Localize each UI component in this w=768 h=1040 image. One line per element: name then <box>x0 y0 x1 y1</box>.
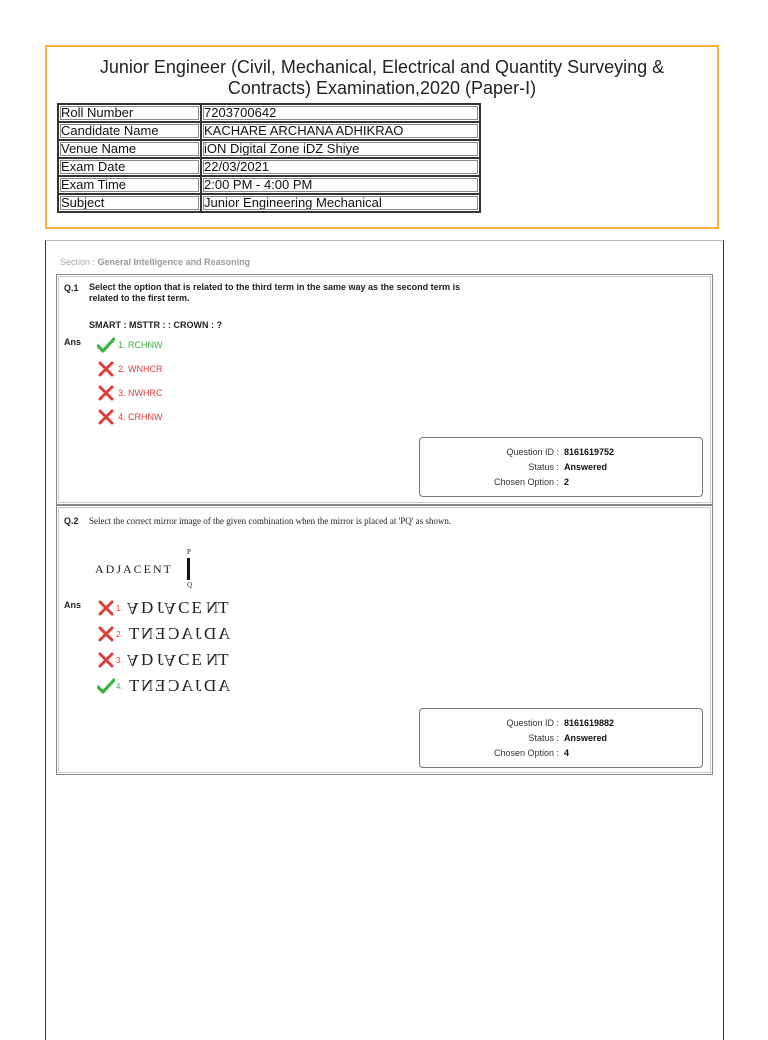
glyph-letter: J <box>155 598 164 617</box>
option-glyphs <box>127 650 231 670</box>
option-2 <box>97 360 163 378</box>
status-label: Status : <box>528 462 559 472</box>
info-value: 2:00 PM - 4:00 PM <box>201 176 480 194</box>
glyph-letter: N <box>203 598 219 617</box>
section-prefix: Section : <box>60 257 98 267</box>
question-prompt: SMART : MSTTR : : CROWN : ? <box>89 320 222 330</box>
glyph-letter: C <box>165 676 180 695</box>
status-label: Status : <box>528 733 559 743</box>
option-number: 2. <box>116 629 123 639</box>
option-number: 1. <box>116 603 123 613</box>
info-row-exam-date <box>58 158 480 176</box>
option-3 <box>97 650 231 670</box>
info-label: Roll Number <box>58 104 201 122</box>
ans-label: Ans <box>64 337 82 347</box>
glyph-letter: E <box>191 650 204 669</box>
question-id-value: 8161619752 <box>564 447 615 457</box>
question-meta-box <box>419 708 703 768</box>
info-label: Subject <box>58 194 201 212</box>
glyph-letter: E <box>153 676 166 695</box>
cross-icon <box>97 600 115 616</box>
glyph-letter: T <box>218 650 231 669</box>
chosen-option-label: Chosen Option : <box>493 748 559 758</box>
chosen-option-label: Chosen Option : <box>493 477 559 487</box>
option-label: 2. WNHCR <box>118 364 163 374</box>
question-text <box>89 282 460 304</box>
question-id-value: 8161619882 <box>564 718 615 728</box>
mirror-label-p: P <box>187 548 191 556</box>
glyph-letter: A <box>216 624 231 643</box>
info-value: 22/03/2021 <box>201 158 480 176</box>
option-glyphs <box>127 598 231 618</box>
glyph-letter: E <box>191 598 204 617</box>
question-number: Q.1 <box>64 283 79 293</box>
glyph-letter: A <box>126 599 141 618</box>
exam-header-card <box>45 45 719 229</box>
section-heading <box>60 257 250 267</box>
glyph-letter: A <box>179 624 194 643</box>
glyph-letter: A <box>216 676 231 695</box>
glyph-letter: E <box>153 624 166 643</box>
info-label: Candidate Name <box>58 122 201 140</box>
glyph-letter: A <box>126 651 141 670</box>
check-icon <box>97 678 115 694</box>
glyph-letter: A <box>163 599 179 618</box>
info-row-exam-time <box>58 176 480 194</box>
glyph-letter: C <box>178 650 192 669</box>
info-value: iON Digital Zone iDZ Shiye <box>201 140 480 158</box>
glyph-letter: C <box>165 624 180 643</box>
info-value: KACHARE ARCHANA ADHIKRAO <box>201 122 480 140</box>
glyph-letter: D <box>201 676 217 695</box>
option-number: 3. <box>116 655 123 665</box>
glyph-letter: D <box>140 650 156 669</box>
cross-icon <box>97 409 115 425</box>
question-meta-box <box>419 437 703 497</box>
option-label: 3. NWHRC <box>118 388 163 398</box>
info-row-venue-name <box>58 140 480 158</box>
cross-icon <box>97 652 115 668</box>
exam-title: Junior Engineer (Civil, Mechanical, Electrical and Quantity Surveying & Contracts) Examination,2020 (Paper-I) <box>99 57 665 98</box>
question-id-label: Question ID : <box>506 718 559 728</box>
glyph-letter: N <box>139 676 154 695</box>
glyph-letter: T <box>218 598 231 617</box>
glyph-letter: D <box>140 598 156 617</box>
option-4 <box>97 408 163 426</box>
status-value: Answered <box>564 462 608 472</box>
glyph-letter: A <box>163 651 179 670</box>
cross-icon <box>97 361 115 377</box>
chosen-option-value: 2 <box>564 477 570 487</box>
ans-label: Ans <box>64 600 82 610</box>
glyph-letter: N <box>203 650 219 669</box>
info-label: Venue Name <box>58 140 201 158</box>
option-1 <box>97 336 163 354</box>
option-4 <box>97 676 231 696</box>
info-label: Exam Date <box>58 158 201 176</box>
info-row-roll-number <box>58 104 480 122</box>
option-3 <box>97 384 163 402</box>
glyph-letter: N <box>139 624 154 643</box>
info-value: Junior Engineering Mechanical <box>201 194 480 212</box>
mirror-line <box>187 558 190 580</box>
glyph-letter: J <box>155 650 164 669</box>
glyph-letter: J <box>193 676 202 695</box>
cross-icon <box>97 626 115 642</box>
candidate-info-table <box>57 103 481 213</box>
option-2 <box>97 624 231 644</box>
glyph-letter: T <box>126 624 140 643</box>
option-number: 4. <box>116 681 123 691</box>
glyph-letter: T <box>126 676 140 695</box>
question-text: Select the correct mirror image of the given combination when the mirror is placed at 'PQ' as shown. <box>89 516 452 526</box>
mirror-label-q: Q <box>187 581 193 589</box>
info-row-subject <box>58 194 480 212</box>
question-text-line: Select the option that is related to the third term in the same way as the second term is <box>89 282 461 292</box>
option-glyphs <box>127 676 231 696</box>
question-number: Q.2 <box>64 516 79 526</box>
glyph-letter: C <box>178 598 192 617</box>
info-value: 7203700642 <box>201 104 480 122</box>
chosen-option-value: 4 <box>564 748 570 758</box>
info-label: Exam Time <box>58 176 201 194</box>
option-1 <box>97 598 231 618</box>
option-label: 1. RCHNW <box>118 340 163 350</box>
glyph-letter: J <box>193 624 202 643</box>
info-row-candidate-name <box>58 122 480 140</box>
glyph-letter: D <box>201 624 217 643</box>
question-card-1 <box>56 274 713 505</box>
question-id-label: Question ID : <box>506 447 559 457</box>
question-text-line: related to the first term. <box>89 293 190 303</box>
glyph-letter: A <box>179 676 194 695</box>
check-icon <box>97 337 115 353</box>
section-name: General Intelligence and Reasoning <box>97 257 251 267</box>
option-label: 4. CRHNW <box>118 412 163 422</box>
cross-icon <box>97 385 115 401</box>
figure-word: ADJACENT <box>95 562 173 576</box>
status-value: Answered <box>564 733 608 743</box>
option-glyphs <box>127 624 231 644</box>
question-card-2 <box>56 505 713 775</box>
